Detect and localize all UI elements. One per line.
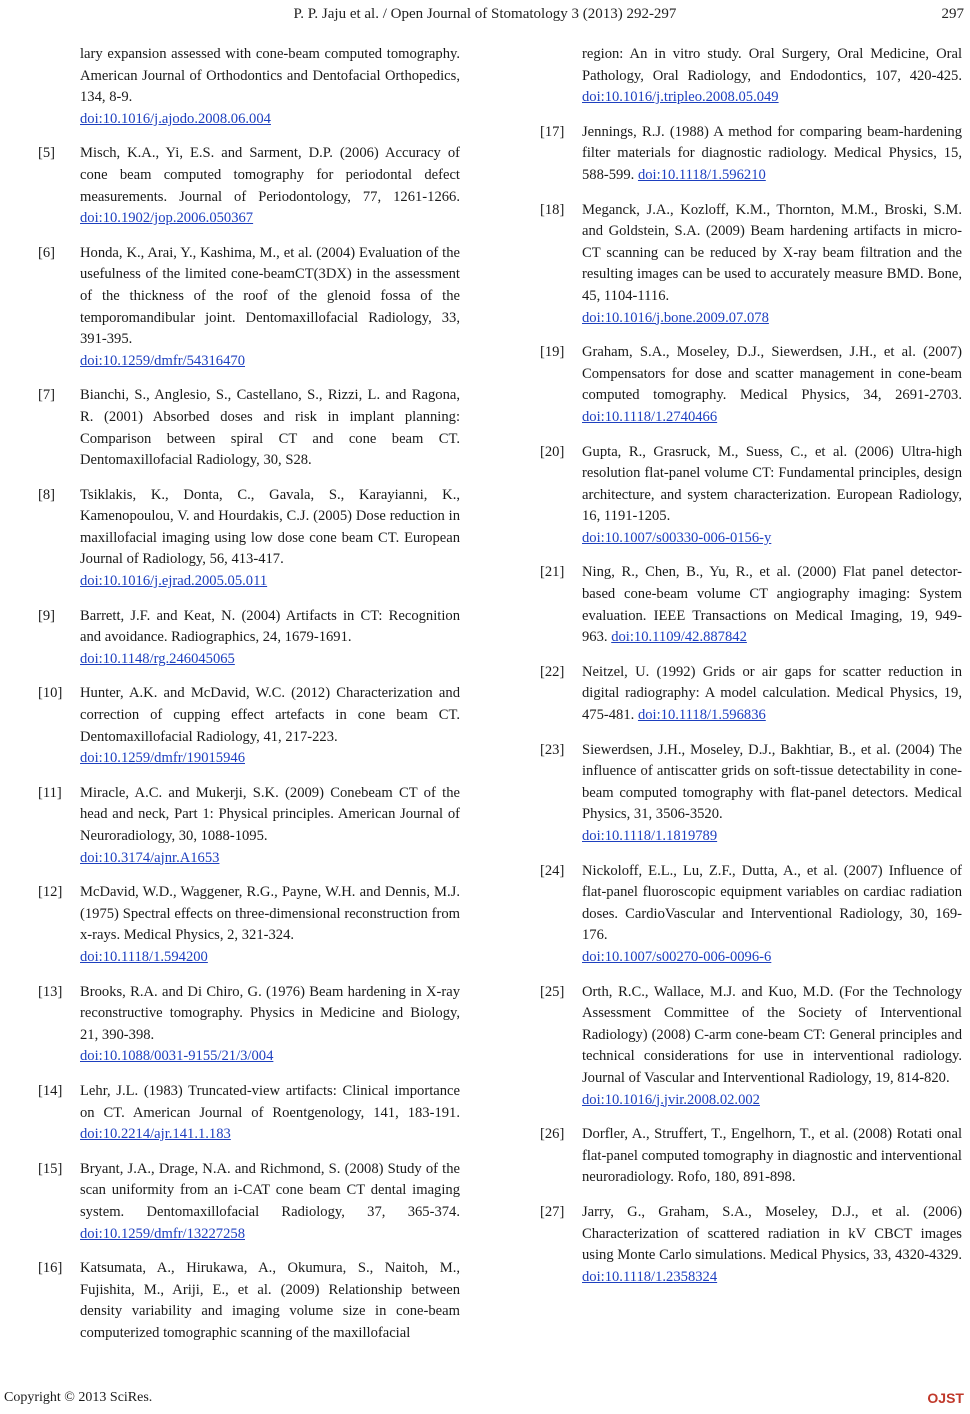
reference-entry [38,44,460,130]
reference-body [80,143,460,229]
doi-link[interactable]: doi:10.1016/j.ejrad.2005.05.011 [80,573,268,590]
reference-entry [38,783,460,869]
reference-number: [20] [540,443,565,460]
reference-text: Bryant, J.A., Drage, N.A. and Richmond, S. (2008) Study of the scan uniformity from an i-CAT cone beam CT dental imaging system. Dentomaxillofacial Radiology, 37, 365-374. [80,1160,460,1220]
reference-number: [19] [540,344,565,361]
reference-body [80,385,460,471]
reference-number: [11] [38,784,62,801]
reference-text: Siewerdsen, J.H., Moseley, D.J., Bakhtiar, B., et al. (2004) The influence of antiscatter grids on soft-tissue detectability in cone-beam computed tomography with flat-panel detectors. Medical Physics, 31, 3506-3520. [582,741,962,823]
reference-entry [540,1124,962,1189]
reference-number: [24] [540,862,565,879]
reference-entry [540,442,962,550]
doi-link[interactable]: doi:10.1109/42.887842 [611,629,747,646]
doi-link[interactable]: doi:10.1016/j.tripleo.2008.05.049 [582,89,779,106]
reference-text: lary expansion assessed with cone-beam computed tomography. American Journal of Orthodontics and Dentofacial Orthopedics, 134, 8-9. [80,46,460,106]
doi-link[interactable]: doi:10.1118/1.2358324 [582,1268,718,1285]
reference-text: Ning, R., Chen, B., Yu, R., et al. (2000) Flat panel detector-based cone-beam volume CT angiography imaging: System evaluation. IEEE Transactions on Medical Imaging, 19, 949-963. [582,564,962,646]
reference-body [582,342,962,428]
reference-text: Dorfler, A., Struffert, T., Engelhorn, T., et al. (2008) Rotati onal flat-panel computed tomography in diagnostic and interventional neuroradiology. Rofo, 180, 891-898. [582,1126,962,1186]
reference-number: [25] [540,983,565,1000]
reference-number: [6] [38,244,56,261]
reference-number: [9] [38,607,56,624]
reference-body [80,1258,460,1344]
reference-entry [540,122,962,187]
reference-entry [540,662,962,727]
reference-text: Jennings, R.J. (1988) A method for comparing beam-hardening filter materials for diagnostic radiology. Medical Physics, 15, 588-599. [582,123,962,183]
reference-text: McDavid, W.D., Waggener, R.G., Payne, W.H. and Dennis, M.J. (1975) Spectral effects on three-dimensional reconstruction from x-rays. Medical Physics, 2, 321-324. [80,884,460,944]
reference-entry [540,740,962,848]
page-number: 297 [941,6,964,22]
reference-text: Barrett, J.F. and Keat, N. (2004) Artifacts in CT: Recognition and avoidance. Radiographics, 24, 1679-1691. [80,607,460,646]
reference-text: Hunter, A.K. and McDavid, W.C. (2012) Characterization and correction of cupping effect artefacts in cone beam CT. Dentomaxillofacial Radiology, 41, 217-223. [80,685,460,745]
reference-text: Honda, K., Arai, Y., Kashima, M., et al. (2004) Evaluation of the usefulness of the limited cone-beamCT(3DX) in the assessment of the thickness of the roof of the glenoid fossa of the temporomandibular joint. Dentomaxillofacial Radiology, 33, 391-395. [80,244,460,348]
doi-link[interactable]: doi:10.1118/1.2740466 [582,408,718,425]
reference-number: [17] [540,123,565,140]
doi-link[interactable]: doi:10.1088/0031-9155/21/3/004 [80,1048,274,1065]
reference-body [80,683,460,769]
reference-body [582,982,962,1112]
reference-number: [15] [38,1160,63,1177]
reference-entry [540,342,962,428]
reference-number: [26] [540,1126,565,1143]
reference-number: [16] [38,1260,63,1277]
reference-text: Katsumata, A., Hirukawa, A., Okumura, S., Naitoh, M., Fujishita, M., Ariji, E., et al. (2009) Relationship between density variability and imaging volume size in cone-beam computerized tomographic scanning of the maxillofacial [80,1260,460,1341]
reference-text: Nickoloff, E.L., Lu, Z.F., Dutta, A., et al. (2007) Influence of flat-panel fluoroscopic equipment variables on cardiac radiation doses. CardioVascular and Interventional Radiology, 30, 169-176. [582,862,962,944]
reference-number: [5] [38,145,56,162]
reference-entry [38,143,460,229]
doi-link[interactable]: doi:10.1259/dmfr/19015946 [80,750,245,767]
reference-body [38,44,460,130]
reference-body [582,662,962,727]
reference-body [582,122,962,187]
reference-body [80,485,460,593]
reference-text: Neitzel, U. (1992) Grids or air gaps for scatter reduction in digital radiography: A model calculation. Medical Physics, 19, 475-481. [582,663,962,724]
reference-text: Brooks, R.A. and Di Chiro, G. (1976) Beam hardening in X-ray reconstructive tomography. Physics in Medicine and Biology, 21, 390-398. [80,983,460,1043]
reference-number: [8] [38,486,56,503]
reference-text: Misch, K.A., Yi, E.S. and Sarment, D.P. (2006) Accuracy of cone beam computed tomography for periodontal defect measurements. Journal of Periodontology, 77, 1261-1266. [80,145,460,205]
reference-entry [540,861,962,969]
reference-text: Gupta, R., Grasruck, M., Suess, C., et al. (2006) Ultra-high resolution flat-panel volume CT: Fundamental principles, design architecture, and system characterization. European Radiology, 16, 1191-1205. [582,443,962,525]
reference-body [80,1159,460,1245]
footer-journal-abbrev: OJST [927,1390,964,1406]
reference-body [582,442,962,550]
reference-entry [540,44,962,109]
reference-body [80,606,460,671]
reference-number: [22] [540,663,565,680]
doi-link[interactable]: doi:10.1118/1.1819789 [582,828,718,844]
reference-body [80,783,460,869]
reference-body [80,882,460,968]
reference-number: [10] [38,685,63,702]
reference-number: [12] [38,884,63,901]
reference-text: region: An in vitro study. Oral Surgery, Oral Medicine, Oral Pathology, Oral Radiology, and Endodontics, 107, 420-425. [582,46,962,84]
doi-link[interactable]: doi:10.1007/s00270-006-0096-6 [582,948,772,965]
reference-entry [38,1081,460,1146]
doi-link[interactable]: doi:10.1118/1.596210 [637,166,766,183]
reference-entry [540,1202,962,1288]
doi-link[interactable]: doi:10.1148/rg.246045065 [80,650,235,667]
doi-link[interactable]: doi:10.3174/ajnr.A1653 [80,849,220,866]
reference-body [80,243,460,373]
reference-text: Orth, R.C., Wallace, M.J. and Kuo, M.D. (For the Technology Assessment Committee of the Society of Interventional Radiology) (2008) C-arm cone-beam CT: General principles and technical considerations for use in interventional radiology. Journal of Vascular and Interventional Radiology, 19, 814-820. [582,983,962,1086]
reference-body [582,861,962,969]
reference-entry [38,243,460,373]
reference-number: [13] [38,983,63,1000]
right-reference-column [540,44,962,1301]
reference-text: Meganck, J.A., Kozloff, K.M., Thornton, M.M., Broski, S.M. and Goldstein, S.A. (2009) Beam hardening artifacts in micro-CT scanning can be reduced by X-ray beam filtration and the resulting images can be used to accurately measure BMD. Bone, 45, 1104-1116. [582,201,962,304]
reference-entry [38,982,460,1068]
doi-link[interactable]: doi:10.1118/1.596836 [637,707,766,724]
reference-number: [27] [540,1203,565,1220]
reference-text: Tsiklakis, K., Donta, C., Gavala, S., Karayianni, K., Kamenopoulou, V. and Hourdakis, C.J. (2005) Dose reduction in maxillofacial imaging using low dose cone beam CT. European Journal of Radiology, 56, 413-417. [80,486,460,568]
reference-entry [38,606,460,671]
doi-link[interactable]: doi:10.2214/ajr.141.1.183 [80,1126,231,1143]
footer-copyright: Copyright © 2013 SciRes. [4,1390,153,1405]
reference-number: [14] [38,1082,63,1099]
reference-body [582,1124,962,1189]
reference-number: [21] [540,564,565,581]
doi-link[interactable]: doi:10.1259/dmfr/54316470 [80,352,245,369]
reference-text: Jarry, G., Graham, S.A., Moseley, D.J., et al. (2006) Characterization of scattered radiation in kV CBCT images using Monte Carlo simulations. Medical Physics, 33, 4320-4329. [582,1203,962,1264]
reference-number: [23] [540,741,565,758]
doi-link[interactable]: doi:10.1902/jop.2006.050367 [80,210,254,227]
reference-text: Miracle, A.C. and Mukerji, S.K. (2009) Conebeam CT of the head and neck, Part 1: Physical principles. American Journal of Neuroradiology, 30, 1088-1095. [80,784,460,844]
reference-text: Graham, S.A., Moseley, D.J., Siewerdsen, J.H., et al. (2007) Compensators for dose and scatter management in cone-beam computed tomography. Medical Physics, 34, 2691-2703. [582,344,962,404]
reference-entry [540,562,962,648]
reference-entry [38,485,460,593]
doi-link[interactable]: doi:10.1016/j.jvir.2008.02.002 [582,1091,760,1108]
reference-body [80,1081,460,1146]
reference-number: [7] [38,387,56,404]
reference-text: Lehr, J.L. (1983) Truncated-view artifacts: Clinical importance on CT. American Journal of Roentgenology, 141, 183-191. [80,1082,460,1121]
reference-body [582,1202,962,1288]
running-title: P. P. Jaju et al. / Open Journal of Stomatology 3 (2013) 292-297 [293,6,677,22]
doi-link[interactable]: doi:10.1007/s00330-006-0156-y [582,529,772,546]
reference-text: Bianchi, S., Anglesio, S., Castellano, S., Rizzi, L. and Ragona, R. (2001) Absorbed doses and risk in implant planning: Comparison between spiral CT and cone beam CT. Dentomaxillofacial Radiology, 30, S28. [80,387,460,469]
doi-link[interactable]: doi:10.1016/j.ajodo.2008.06.004 [80,110,271,127]
left-reference-column [38,44,460,1357]
reference-number: [18] [540,201,565,218]
doi-link[interactable]: doi:10.1259/dmfr/13227258 [80,1225,245,1242]
reference-body [540,44,962,109]
doi-link[interactable]: doi:10.1118/1.594200 [80,948,208,965]
reference-entry [38,385,460,471]
reference-entry [38,1258,460,1344]
reference-body [582,562,962,648]
reference-entry [38,882,460,968]
reference-entry [540,982,962,1112]
reference-body [80,982,460,1068]
reference-body [582,740,962,848]
reference-entry [38,683,460,769]
reference-entry [38,1159,460,1245]
running-header [0,6,970,23]
doi-link[interactable]: doi:10.1016/j.bone.2009.07.078 [582,309,769,326]
reference-entry [540,200,962,330]
reference-body [582,200,962,330]
